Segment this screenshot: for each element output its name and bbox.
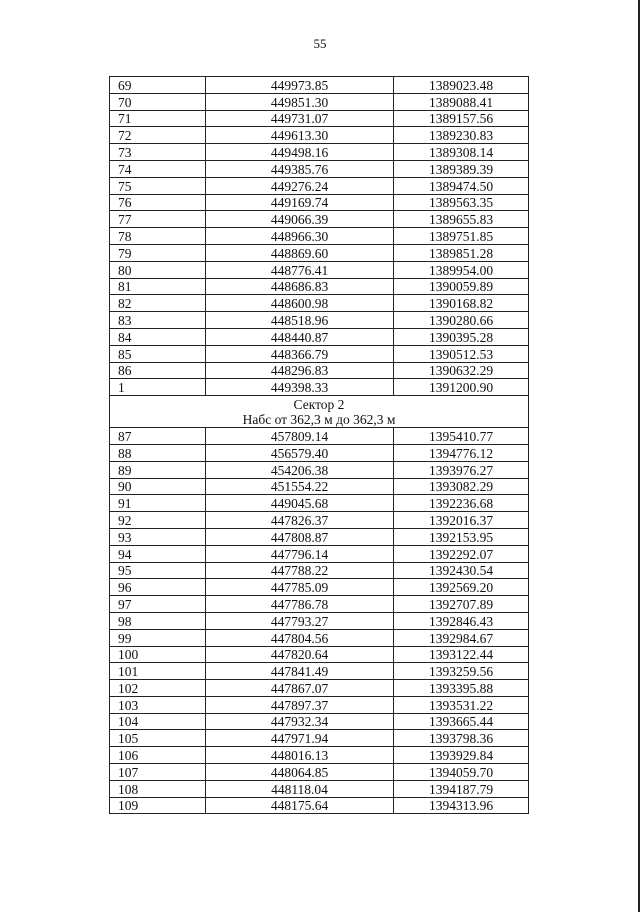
x-coordinate-cell: 447932.34 [206, 713, 394, 730]
table-row [110, 579, 529, 596]
point-number-cell: 75 [110, 177, 206, 194]
point-number-cell: 105 [110, 730, 206, 747]
table-row [110, 562, 529, 579]
table-row [110, 177, 529, 194]
y-coordinate-cell: 1393976.27 [394, 461, 529, 478]
y-coordinate-cell: 1389230.83 [394, 127, 529, 144]
y-coordinate-cell: 1395410.77 [394, 428, 529, 445]
sector-subtitle: Набс от 362,3 м до 362,3 м [242, 412, 396, 428]
point-number-cell: 93 [110, 528, 206, 545]
y-coordinate-cell: 1390280.66 [394, 312, 529, 329]
point-number-cell: 79 [110, 244, 206, 261]
point-number-cell: 107 [110, 764, 206, 781]
point-number-cell: 86 [110, 362, 206, 379]
point-number-cell: 99 [110, 629, 206, 646]
sector-header-row [110, 396, 529, 428]
y-coordinate-cell: 1394313.96 [394, 797, 529, 814]
x-coordinate-cell: 447786.78 [206, 596, 394, 613]
table-row [110, 77, 529, 94]
table-row [110, 312, 529, 329]
point-number-cell: 89 [110, 461, 206, 478]
point-number-cell: 91 [110, 495, 206, 512]
x-coordinate-cell: 448966.30 [206, 228, 394, 245]
x-coordinate-cell: 448118.04 [206, 780, 394, 797]
table-row [110, 461, 529, 478]
y-coordinate-cell: 1393122.44 [394, 646, 529, 663]
table-row [110, 680, 529, 697]
x-coordinate-cell: 448175.64 [206, 797, 394, 814]
table-row [110, 764, 529, 781]
table-row [110, 144, 529, 161]
x-coordinate-cell: 449973.85 [206, 77, 394, 94]
y-coordinate-cell: 1392569.20 [394, 579, 529, 596]
y-coordinate-cell: 1392153.95 [394, 528, 529, 545]
y-coordinate-cell: 1393395.88 [394, 680, 529, 697]
table-row [110, 278, 529, 295]
table-row [110, 362, 529, 379]
table-row [110, 93, 529, 110]
table-row [110, 127, 529, 144]
point-number-cell: 98 [110, 612, 206, 629]
x-coordinate-cell: 447788.22 [206, 562, 394, 579]
table-row [110, 295, 529, 312]
x-coordinate-cell: 448600.98 [206, 295, 394, 312]
x-coordinate-cell: 449066.39 [206, 211, 394, 228]
point-number-cell: 97 [110, 596, 206, 613]
table-row [110, 747, 529, 764]
y-coordinate-cell: 1392292.07 [394, 545, 529, 562]
x-coordinate-cell: 449045.68 [206, 495, 394, 512]
table-row [110, 713, 529, 730]
point-number-cell: 90 [110, 478, 206, 495]
y-coordinate-cell: 1390059.89 [394, 278, 529, 295]
table-row [110, 612, 529, 629]
y-coordinate-cell: 1389474.50 [394, 177, 529, 194]
y-coordinate-cell: 1391200.90 [394, 379, 529, 396]
point-number-cell: 81 [110, 278, 206, 295]
x-coordinate-cell: 448296.83 [206, 362, 394, 379]
point-number-cell: 92 [110, 512, 206, 529]
point-number-cell: 70 [110, 93, 206, 110]
point-number-cell: 76 [110, 194, 206, 211]
point-number-cell: 85 [110, 345, 206, 362]
y-coordinate-cell: 1393798.36 [394, 730, 529, 747]
y-coordinate-cell: 1390168.82 [394, 295, 529, 312]
y-coordinate-cell: 1389389.39 [394, 160, 529, 177]
y-coordinate-cell: 1392707.89 [394, 596, 529, 613]
y-coordinate-cell: 1393929.84 [394, 747, 529, 764]
point-number-cell: 83 [110, 312, 206, 329]
y-coordinate-cell: 1389157.56 [394, 110, 529, 127]
table-row [110, 545, 529, 562]
point-number-cell: 104 [110, 713, 206, 730]
x-coordinate-cell: 448016.13 [206, 747, 394, 764]
table-row [110, 261, 529, 278]
x-coordinate-cell: 447820.64 [206, 646, 394, 663]
table-row [110, 495, 529, 512]
y-coordinate-cell: 1389088.41 [394, 93, 529, 110]
point-number-cell: 74 [110, 160, 206, 177]
x-coordinate-cell: 448776.41 [206, 261, 394, 278]
table-row [110, 444, 529, 461]
y-coordinate-cell: 1393665.44 [394, 713, 529, 730]
table-row [110, 646, 529, 663]
x-coordinate-cell: 448686.83 [206, 278, 394, 295]
x-coordinate-cell: 447793.27 [206, 612, 394, 629]
coordinates-table [109, 76, 529, 814]
sector-title: Сектор 2 [293, 397, 345, 413]
y-coordinate-cell: 1392016.37 [394, 512, 529, 529]
point-number-cell: 1 [110, 379, 206, 396]
point-number-cell: 82 [110, 295, 206, 312]
y-coordinate-cell: 1393082.29 [394, 478, 529, 495]
sector-header-group [110, 396, 529, 428]
table-row [110, 328, 529, 345]
y-coordinate-cell: 1390395.28 [394, 328, 529, 345]
y-coordinate-cell: 1389023.48 [394, 77, 529, 94]
point-number-cell: 100 [110, 646, 206, 663]
x-coordinate-cell: 447796.14 [206, 545, 394, 562]
table-row [110, 478, 529, 495]
point-number-cell: 78 [110, 228, 206, 245]
x-coordinate-cell: 447826.37 [206, 512, 394, 529]
y-coordinate-cell: 1389655.83 [394, 211, 529, 228]
point-number-cell: 80 [110, 261, 206, 278]
table-row [110, 211, 529, 228]
table-row [110, 730, 529, 747]
table-row [110, 194, 529, 211]
point-number-cell: 103 [110, 696, 206, 713]
x-coordinate-cell: 451554.22 [206, 478, 394, 495]
x-coordinate-cell: 447785.09 [206, 579, 394, 596]
coordinates-group-b [110, 428, 529, 814]
table-row [110, 110, 529, 127]
y-coordinate-cell: 1392430.54 [394, 562, 529, 579]
sector-header-cell [110, 396, 529, 428]
x-coordinate-cell: 449385.76 [206, 160, 394, 177]
table-row [110, 379, 529, 396]
point-number-cell: 77 [110, 211, 206, 228]
table-row [110, 528, 529, 545]
y-coordinate-cell: 1389954.00 [394, 261, 529, 278]
table-row [110, 228, 529, 245]
x-coordinate-cell: 449398.33 [206, 379, 394, 396]
y-coordinate-cell: 1389751.85 [394, 228, 529, 245]
y-coordinate-cell: 1392984.67 [394, 629, 529, 646]
point-number-cell: 106 [110, 747, 206, 764]
y-coordinate-cell: 1394187.79 [394, 780, 529, 797]
table-row [110, 512, 529, 529]
table-row [110, 696, 529, 713]
y-coordinate-cell: 1390512.53 [394, 345, 529, 362]
coordinates-group-a [110, 77, 529, 396]
table-row [110, 629, 529, 646]
x-coordinate-cell: 447841.49 [206, 663, 394, 680]
table-row [110, 244, 529, 261]
x-coordinate-cell: 448869.60 [206, 244, 394, 261]
table-row [110, 428, 529, 445]
x-coordinate-cell: 448518.96 [206, 312, 394, 329]
x-coordinate-cell: 447867.07 [206, 680, 394, 697]
point-number-cell: 108 [110, 780, 206, 797]
y-coordinate-cell: 1393259.56 [394, 663, 529, 680]
table-row [110, 345, 529, 362]
point-number-cell: 69 [110, 77, 206, 94]
point-number-cell: 87 [110, 428, 206, 445]
point-number-cell: 102 [110, 680, 206, 697]
x-coordinate-cell: 448366.79 [206, 345, 394, 362]
x-coordinate-cell: 448440.87 [206, 328, 394, 345]
x-coordinate-cell: 456579.40 [206, 444, 394, 461]
point-number-cell: 95 [110, 562, 206, 579]
x-coordinate-cell: 449851.30 [206, 93, 394, 110]
y-coordinate-cell: 1389563.35 [394, 194, 529, 211]
point-number-cell: 101 [110, 663, 206, 680]
y-coordinate-cell: 1393531.22 [394, 696, 529, 713]
table-row [110, 663, 529, 680]
point-number-cell: 72 [110, 127, 206, 144]
point-number-cell: 84 [110, 328, 206, 345]
x-coordinate-cell: 447804.56 [206, 629, 394, 646]
x-coordinate-cell: 448064.85 [206, 764, 394, 781]
table-row [110, 596, 529, 613]
y-coordinate-cell: 1394776.12 [394, 444, 529, 461]
point-number-cell: 73 [110, 144, 206, 161]
x-coordinate-cell: 449498.16 [206, 144, 394, 161]
point-number-cell: 88 [110, 444, 206, 461]
x-coordinate-cell: 454206.38 [206, 461, 394, 478]
x-coordinate-cell: 457809.14 [206, 428, 394, 445]
x-coordinate-cell: 447897.37 [206, 696, 394, 713]
point-number-cell: 71 [110, 110, 206, 127]
x-coordinate-cell: 447971.94 [206, 730, 394, 747]
y-coordinate-cell: 1392846.43 [394, 612, 529, 629]
x-coordinate-cell: 449613.30 [206, 127, 394, 144]
table-row [110, 797, 529, 814]
y-coordinate-cell: 1394059.70 [394, 764, 529, 781]
point-number-cell: 96 [110, 579, 206, 596]
y-coordinate-cell: 1390632.29 [394, 362, 529, 379]
table-row [110, 780, 529, 797]
point-number-cell: 109 [110, 797, 206, 814]
table-row [110, 160, 529, 177]
point-number-cell: 94 [110, 545, 206, 562]
x-coordinate-cell: 449169.74 [206, 194, 394, 211]
y-coordinate-cell: 1392236.68 [394, 495, 529, 512]
page-number: 55 [313, 36, 327, 51]
x-coordinate-cell: 449731.07 [206, 110, 394, 127]
x-coordinate-cell: 447808.87 [206, 528, 394, 545]
y-coordinate-cell: 1389851.28 [394, 244, 529, 261]
y-coordinate-cell: 1389308.14 [394, 144, 529, 161]
x-coordinate-cell: 449276.24 [206, 177, 394, 194]
